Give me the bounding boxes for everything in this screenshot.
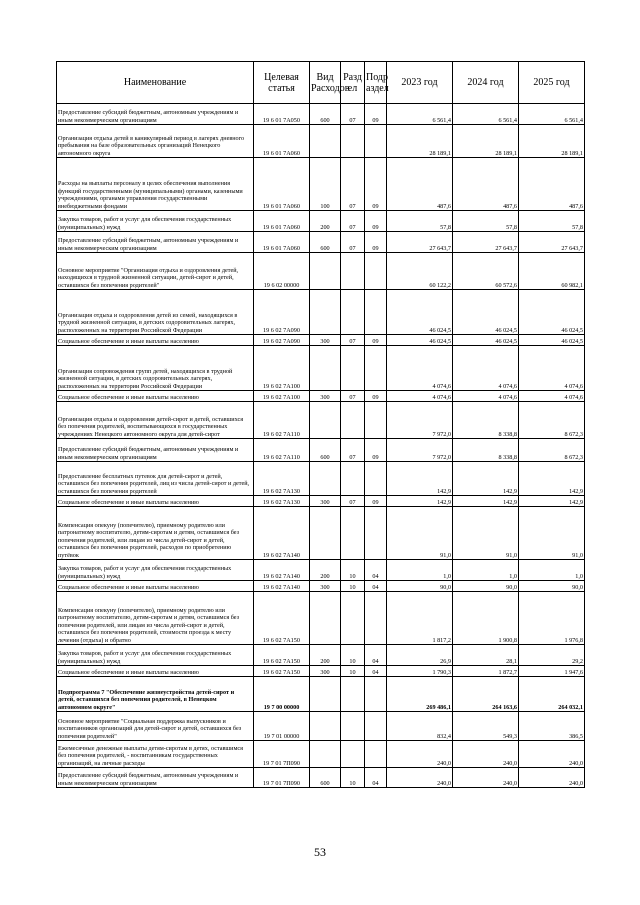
table-cell-2025: 264 032,1 <box>519 677 585 712</box>
table-cell-2024: 27 643,7 <box>453 232 519 253</box>
table-cell-name: Компенсация опекуну (попечителю), приемному родителю или патронатному воспитателю, детям-сиротам и детям, оставшимся без попечения родителей, или лицам из числа детей-сирот и детей, оставшихся без попечения родителей, стоимости проезда к месту лечения (отдыха) и обратно <box>57 592 254 645</box>
table-cell-2025: 1 976,8 <box>519 592 585 645</box>
table-cell-2025: 240,0 <box>519 768 585 788</box>
table-cell-2023: 1,0 <box>387 560 453 581</box>
table-cell-2025: 91,0 <box>519 507 585 560</box>
table-cell-target: 19 7 01 00000 <box>254 712 310 741</box>
header-2023: 2023 год <box>387 62 453 104</box>
table-cell-2025: 6 561,4 <box>519 104 585 125</box>
table-cell-2024: 1 872,7 <box>453 666 519 677</box>
table-cell-section: 10 <box>341 645 365 666</box>
table-cell-target: 19 6 02 7А110 <box>254 439 310 462</box>
table-cell-subsection <box>365 712 387 741</box>
table-cell-section: 07 <box>341 439 365 462</box>
table-cell-2024: 60 572,6 <box>453 253 519 290</box>
table-cell-name: Расходы на выплаты персоналу в целях обеспечения выполнения функций государственными (муниципальными) органами, казенными учреждениями, органами управления государственными внебюджетными фондами <box>57 158 254 211</box>
table-cell-subsection <box>365 677 387 712</box>
table-cell-2025: 27 643,7 <box>519 232 585 253</box>
table-cell-subsection: 09 <box>365 158 387 211</box>
table-cell-subsection: 04 <box>365 560 387 581</box>
table-cell-name: Социальное обеспечение и иные выплаты населению <box>57 666 254 677</box>
table-cell-target: 19 6 02 7А130 <box>254 496 310 507</box>
table-cell-2024: 142,9 <box>453 496 519 507</box>
table-cell-target: 19 6 02 7А140 <box>254 560 310 581</box>
table-row <box>57 211 585 232</box>
table-cell-section <box>341 253 365 290</box>
table-cell-target: 19 6 01 7А060 <box>254 232 310 253</box>
table-cell-target: 19 6 02 7А100 <box>254 391 310 402</box>
table-cell-target: 19 6 01 7А060 <box>254 158 310 211</box>
table-cell-name: Организация сопровождения групп детей, находящихся в трудной жизненной ситуации, в детских оздоровительных лагерях, расположенных на территории Российской Федерации <box>57 346 254 391</box>
table-cell-2023: 46 024,5 <box>387 335 453 346</box>
table-cell-2023: 4 074,6 <box>387 391 453 402</box>
table-cell-expense-type <box>310 712 341 741</box>
table-cell-target: 19 7 00 00000 <box>254 677 310 712</box>
table-cell-section <box>341 125 365 158</box>
table-cell-name: Организация отдыха и оздоровления детей-сирот и детей, оставшихся без попечения родителей, воспитывающихся в государственных учреждениях Ненецкого автономного округа для детей-сирот <box>57 402 254 439</box>
table-cell-name: Закупка товаров, работ и услуг для обеспечения государственных (муниципальных) нужд <box>57 211 254 232</box>
table-cell-subsection: 09 <box>365 496 387 507</box>
header-expense-type: Вид Расходов <box>310 62 341 104</box>
table-cell-subsection <box>365 253 387 290</box>
table-cell-2025: 142,9 <box>519 496 585 507</box>
table-cell-2024: 1 900,8 <box>453 592 519 645</box>
table-cell-2023: 4 074,6 <box>387 346 453 391</box>
table-row <box>57 462 585 496</box>
table-cell-2024: 549,3 <box>453 712 519 741</box>
table-cell-subsection <box>365 592 387 645</box>
page-number: 53 <box>314 845 326 859</box>
table-cell-2023: 240,0 <box>387 768 453 788</box>
table-cell-section: 10 <box>341 768 365 788</box>
table-cell-expense-type: 300 <box>310 581 341 592</box>
table-cell-2024: 57,8 <box>453 211 519 232</box>
table-cell-subsection: 09 <box>365 439 387 462</box>
table-cell-section: 07 <box>341 104 365 125</box>
table-row <box>57 439 585 462</box>
table-cell-name: Организация отдыха детей в каникулярный период в лагерях дневного пребывания на базе образовательных организаций Ненецкого автономного округа <box>57 125 254 158</box>
table-cell-expense-type <box>310 125 341 158</box>
table-row <box>57 346 585 391</box>
table-cell-2025: 1 947,6 <box>519 666 585 677</box>
table-cell-subsection: 09 <box>365 391 387 402</box>
table-cell-2025: 386,5 <box>519 712 585 741</box>
table-cell-2025: 29,2 <box>519 645 585 666</box>
table-cell-2023: 142,9 <box>387 462 453 496</box>
table-cell-subsection <box>365 125 387 158</box>
table-cell-subsection: 09 <box>365 232 387 253</box>
table-row <box>57 232 585 253</box>
table-cell-2023: 27 643,7 <box>387 232 453 253</box>
table-cell-target: 19 6 01 7А050 <box>254 104 310 125</box>
table-cell-expense-type: 600 <box>310 232 341 253</box>
table-cell-2024: 240,0 <box>453 741 519 768</box>
table-cell-2023: 240,0 <box>387 741 453 768</box>
table-row <box>57 507 585 560</box>
table-cell-expense-type: 600 <box>310 439 341 462</box>
header-name: Наименование <box>57 62 254 104</box>
table-cell-2023: 1 817,2 <box>387 592 453 645</box>
table-cell-expense-type <box>310 741 341 768</box>
table-cell-2025: 46 024,5 <box>519 290 585 335</box>
table-row <box>57 253 585 290</box>
table-cell-expense-type <box>310 592 341 645</box>
table-cell-section: 10 <box>341 666 365 677</box>
table-cell-target: 19 6 01 7А060 <box>254 211 310 232</box>
table-cell-2025: 46 024,5 <box>519 335 585 346</box>
table-cell-name: Предоставление бесплатных путевок для детей-сирот и детей, оставшихся без попечения родителей, лиц из числа детей-сирот и детей, оставшихся без попечения родителей <box>57 462 254 496</box>
table-row <box>57 592 585 645</box>
header-2024: 2024 год <box>453 62 519 104</box>
header-2025: 2025 год <box>519 62 585 104</box>
table-row <box>57 290 585 335</box>
table-row <box>57 712 585 741</box>
table-cell-name: Социальное обеспечение и иные выплаты населению <box>57 496 254 507</box>
table-cell-target: 19 6 02 7А150 <box>254 645 310 666</box>
table-cell-2025: 240,0 <box>519 741 585 768</box>
table-row <box>57 125 585 158</box>
table-cell-2024: 28,1 <box>453 645 519 666</box>
table-cell-subsection: 04 <box>365 645 387 666</box>
table-cell-2023: 46 024,5 <box>387 290 453 335</box>
table-cell-subsection: 09 <box>365 211 387 232</box>
table-cell-expense-type: 300 <box>310 666 341 677</box>
table-cell-subsection <box>365 290 387 335</box>
header-row <box>57 62 585 104</box>
table-cell-expense-type <box>310 507 341 560</box>
header-section: Разд ел <box>341 62 365 104</box>
table-cell-expense-type: 600 <box>310 768 341 788</box>
budget-table <box>56 61 585 788</box>
table-cell-2024: 487,6 <box>453 158 519 211</box>
table-cell-2024: 4 074,6 <box>453 391 519 402</box>
table-cell-name: Закупка товаров, работ и услуг для обеспечения государственных (муниципальных) нужд <box>57 560 254 581</box>
table-row <box>57 158 585 211</box>
table-cell-2023: 7 972,0 <box>387 439 453 462</box>
table-cell-2024: 28 189,1 <box>453 125 519 158</box>
table-cell-target: 19 6 02 7А150 <box>254 592 310 645</box>
table-cell-expense-type <box>310 402 341 439</box>
table-cell-target: 19 7 01 7П090 <box>254 741 310 768</box>
table-cell-subsection <box>365 402 387 439</box>
table-cell-target: 19 6 02 00000 <box>254 253 310 290</box>
table-cell-section: 07 <box>341 158 365 211</box>
table-cell-2025: 142,9 <box>519 462 585 496</box>
table-cell-target: 19 6 02 7А110 <box>254 402 310 439</box>
table-cell-target: 19 6 02 7А140 <box>254 581 310 592</box>
table-row <box>57 104 585 125</box>
table-cell-section <box>341 290 365 335</box>
table-cell-subsection: 04 <box>365 666 387 677</box>
table-cell-2024: 264 163,6 <box>453 677 519 712</box>
table-cell-name: Подпрограмма 7 "Обеспечение жизнеустройства детей-сирот и детей, оставшихся без попечения родителей, в Ненецком автономном округе" <box>57 677 254 712</box>
table-cell-name: Предоставление субсидий бюджетным, автономным учреждениям и иным некоммерческим организациям <box>57 768 254 788</box>
table-cell-name: Предоставление субсидий бюджетным, автономным учреждениям и иным некоммерческим организациям <box>57 104 254 125</box>
table-cell-2023: 90,0 <box>387 581 453 592</box>
table-cell-subsection: 04 <box>365 581 387 592</box>
table-cell-name: Предоставление субсидий бюджетным, автономным учреждениям и иным некоммерческим организациям <box>57 232 254 253</box>
header-subsection: Подр аздел <box>365 62 387 104</box>
table-row <box>57 335 585 346</box>
table-row <box>57 391 585 402</box>
table-cell-2023: 60 122,2 <box>387 253 453 290</box>
table-cell-2024: 4 074,6 <box>453 346 519 391</box>
table-cell-subsection <box>365 741 387 768</box>
table-cell-name: Компенсация опекуну (попечителю), приемному родителю или патронатному воспитателю, детям-сиротам и детям, оставшимся без попечения родителей, или лицам из числа детей-сирот и детей, оставшихся без попечения родителей, расходов по приобретению путёвок <box>57 507 254 560</box>
table-cell-2025: 4 074,6 <box>519 391 585 402</box>
table-cell-subsection: 04 <box>365 768 387 788</box>
table-cell-section: 07 <box>341 211 365 232</box>
table-cell-2024: 1,0 <box>453 560 519 581</box>
table-cell-name: Социальное обеспечение и иные выплаты населению <box>57 581 254 592</box>
table-cell-2024: 90,0 <box>453 581 519 592</box>
table-row <box>57 666 585 677</box>
table-cell-expense-type: 300 <box>310 496 341 507</box>
table-cell-2025: 57,8 <box>519 211 585 232</box>
table-cell-expense-type: 300 <box>310 391 341 402</box>
table-cell-section <box>341 402 365 439</box>
table-cell-target: 19 6 02 7А130 <box>254 462 310 496</box>
table-cell-section: 07 <box>341 391 365 402</box>
table-cell-section <box>341 507 365 560</box>
table-cell-2025: 8 672,3 <box>519 402 585 439</box>
table-body <box>57 104 585 788</box>
table-cell-2024: 6 561,4 <box>453 104 519 125</box>
table-cell-expense-type <box>310 253 341 290</box>
table-cell-2025: 60 982,1 <box>519 253 585 290</box>
table-cell-2024: 91,0 <box>453 507 519 560</box>
table-cell-target: 19 6 02 7А100 <box>254 346 310 391</box>
table-cell-section: 07 <box>341 335 365 346</box>
table-cell-2023: 142,9 <box>387 496 453 507</box>
table-row <box>57 645 585 666</box>
table-cell-2023: 57,8 <box>387 211 453 232</box>
table-cell-name: Социальное обеспечение и иные выплаты населению <box>57 335 254 346</box>
table-cell-target: 19 6 02 7А090 <box>254 335 310 346</box>
table-row <box>57 496 585 507</box>
table-cell-section <box>341 741 365 768</box>
table-cell-expense-type <box>310 677 341 712</box>
table-cell-section <box>341 592 365 645</box>
table-cell-name: Организация отдыха и оздоровления детей из семей, находящихся в трудной жизненной ситуации, в детских оздоровительных лагерях, расположенных на территории Российской Федерации <box>57 290 254 335</box>
table-row <box>57 741 585 768</box>
table-row <box>57 560 585 581</box>
table-cell-target: 19 6 02 7А090 <box>254 290 310 335</box>
table-cell-2023: 91,0 <box>387 507 453 560</box>
table-row <box>57 581 585 592</box>
table-cell-2024: 240,0 <box>453 768 519 788</box>
table-cell-section: 07 <box>341 232 365 253</box>
table-cell-2023: 832,4 <box>387 712 453 741</box>
table-cell-target: 19 6 01 7А060 <box>254 125 310 158</box>
table-cell-section: 10 <box>341 560 365 581</box>
table-cell-2024: 46 024,5 <box>453 290 519 335</box>
table-cell-section: 07 <box>341 496 365 507</box>
table-row <box>57 402 585 439</box>
table-cell-section <box>341 346 365 391</box>
table-cell-expense-type <box>310 346 341 391</box>
table-cell-2023: 1 790,3 <box>387 666 453 677</box>
table-cell-name: Ежемесячные денежные выплаты детям-сиротам в детях, оставшимся без попечения родителей, - воспитанникам государственных организаций, на личные расходы <box>57 741 254 768</box>
table-cell-2025: 487,6 <box>519 158 585 211</box>
table-cell-subsection <box>365 346 387 391</box>
table-cell-2024: 46 024,5 <box>453 335 519 346</box>
table-cell-2024: 142,9 <box>453 462 519 496</box>
table-cell-expense-type: 200 <box>310 560 341 581</box>
table-cell-section: 10 <box>341 581 365 592</box>
table-cell-section <box>341 462 365 496</box>
table-cell-expense-type <box>310 290 341 335</box>
table-cell-name: Социальное обеспечение и иные выплаты населению <box>57 391 254 402</box>
header-target: Целевая статья <box>254 62 310 104</box>
table-cell-2025: 28 189,1 <box>519 125 585 158</box>
table-cell-expense-type: 200 <box>310 211 341 232</box>
table-cell-section <box>341 712 365 741</box>
table-cell-subsection <box>365 462 387 496</box>
table-cell-subsection: 09 <box>365 104 387 125</box>
table-cell-subsection <box>365 507 387 560</box>
table-cell-name: Основное мероприятие "Социальная поддержка выпускников и воспитанников организаций для детей-сирот и детей, оставшихся без попечения родителей" <box>57 712 254 741</box>
table-cell-name: Закупка товаров, работ и услуг для обеспечения государственных (муниципальных) нужд <box>57 645 254 666</box>
table-cell-2023: 26,9 <box>387 645 453 666</box>
table-cell-2023: 487,6 <box>387 158 453 211</box>
table-cell-2024: 8 338,8 <box>453 439 519 462</box>
table-cell-subsection: 09 <box>365 335 387 346</box>
table-cell-2023: 28 189,1 <box>387 125 453 158</box>
table-cell-expense-type: 300 <box>310 335 341 346</box>
table-cell-section <box>341 677 365 712</box>
table-cell-expense-type <box>310 462 341 496</box>
table-row <box>57 677 585 712</box>
table-cell-2023: 7 972,0 <box>387 402 453 439</box>
table-cell-name: Основное мероприятие "Организация отдыха и оздоровления детей, находящихся в трудной жизненной ситуации, детей-сирот и детей, оставшихся без попечения родителей" <box>57 253 254 290</box>
table-cell-2025: 4 074,6 <box>519 346 585 391</box>
table-cell-2025: 1,0 <box>519 560 585 581</box>
table-cell-target: 19 7 01 7П090 <box>254 768 310 788</box>
table-cell-expense-type: 100 <box>310 158 341 211</box>
table-cell-2025: 90,0 <box>519 581 585 592</box>
table-cell-expense-type: 600 <box>310 104 341 125</box>
table-cell-expense-type: 200 <box>310 645 341 666</box>
table-cell-2023: 6 561,4 <box>387 104 453 125</box>
table-cell-name: Предоставление субсидий бюджетным, автономным учреждениям и иным некоммерческим организациям <box>57 439 254 462</box>
table-cell-2023: 269 486,1 <box>387 677 453 712</box>
table-cell-2025: 8 672,3 <box>519 439 585 462</box>
table-cell-2024: 8 338,8 <box>453 402 519 439</box>
table-cell-target: 19 6 02 7А140 <box>254 507 310 560</box>
table-row <box>57 768 585 788</box>
table-cell-target: 19 6 02 7А150 <box>254 666 310 677</box>
